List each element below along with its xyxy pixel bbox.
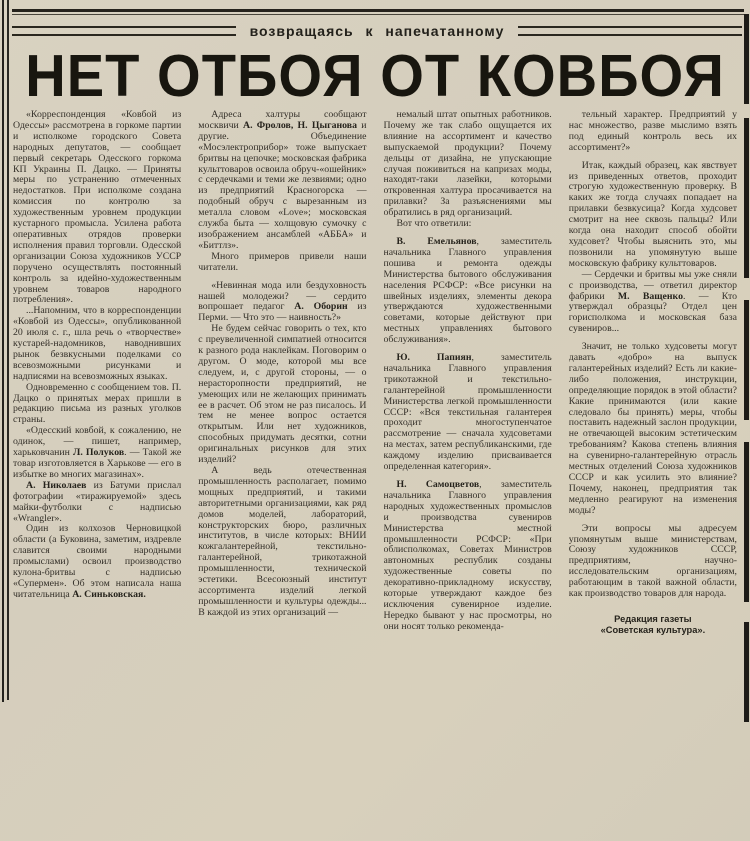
text-run: Итак, каждый образец, как явствует из приведенных ответов, проходит строгую художественную проверку. В каких же тогда случаях попадает на прилавки безвкусица? Когда худсовет смотрит на нее сквозь пальцы? Или когда она находит способ обойти худсовет? Чтобы выяснить это, мы позвонили на упомянутую выше московскую фабрику культтоваров. [568,159,737,269]
text-run: . — Такой же товар изготовляется в Харькове — его в избытке во многих магазинах». [13,447,182,480]
text-run: немалый штат опытных работников. Почему же так слабо ощущается их влияние на ассортимент и качество выпускаемой продукции? Почему дельцы от дизайна, не упускающие случая поживиться на капризах моды, находят-таки лазейки, которыми откровенная халтура просачивается на прилавки? За разъяснениями мы обратились в ряд организаций. [383,110,552,219]
text-run: и другие. Объединение «Мосэлектроприбор» тоже выпускает бритвы на цепочке; московская фабрика культтоваров освоила обруч-«ошейник» с сердечками и теми же лезвиями; одно из предприятий Красногорска — подобный обруч с вырезанным из металла словом «Love»; московская служба быта — холщовую сумочку с изображением ансамблей «АББА» и «Биттлз». [198,119,367,251]
article-paragraph [13,524,181,600]
article-paragraph [13,110,181,306]
text-run: . — Кто утверждал образцы? Отдел цен горисполкома и московская база сувениров... [568,290,737,335]
article-paragraph [13,481,181,525]
text-run: «Корреспонденция «Ковбой из Одессы» рассмотрена в горкоме партии и исполкоме городского Совета народных депутатов, — сообщает первый секретарь Одесского горкома КП Украины П. Дацко. — Приняты меры по устранению отмеченных недостатков. При исполкоме создана комиссия по контролю за художественным уровнем продукции кустарного промысла. Усилена работа оперативных отрядов проверки исполнения правил торговли. Одесской организации Союза художников УССР поручено осуществлять постоянный контроль за идейно-художественным уровнем товаров народного потребления». [13,110,182,306]
top-horizontal-rule [12,9,744,12]
text-run: «Невинная мода или бездуховность нашей молодежи? — сердито вопрошает педагог [198,279,367,313]
article-paragraph [13,383,181,427]
text-run: из Перми. — Что это — наивность?» [198,301,367,324]
article-column-2 [198,110,366,837]
article-column-1 [13,110,181,837]
person-name-bold: М. Ващенко [617,290,683,302]
article-paragraph [384,480,552,633]
page-right-edge-mark [744,442,749,602]
text-run: «Одесский ковбой, к сожалению, не одинок, — пишет, например, харьковчанин [13,425,182,459]
article-paragraph [198,252,366,274]
top-horizontal-rule-thin [12,14,744,15]
person-name-bold: Л. Полуков [73,447,125,459]
text-run: Значит, не только худсоветы могут давать «добро» на выпуск галантерейных изделий? Есть ли какие-либо положения, инструкции, определяющие порядок в этой области? Какие принимаются (или какие следовало бы принять) меры, чтобы поставить надежный заслон продукции, не отвечающей высоким эстетическим требованиям? Какова степень влияния на сувенирно-галантерейную отрасль местных отделений Союза художников СССР и как усилить это влияние? Почему, наконец, предприятия так медленно реагируют на изменения моды? [568,341,737,516]
text-run: из Батуми прислал фотографии «тиражируемой» здесь майки-футболки с надписью «Wrangler». [13,479,182,524]
text-run: , заместитель начальника Главного управления пошива и ремонта одежды Министерства бытового обслуживания населения РСФСР: «Все рисунки на швейных изделиях, элементы декора утверждаются художественными советами, которые действуют при местных управлениях бытового обслуживания». [383,235,552,346]
ribbon-right-rule [518,26,742,36]
text-run: Не будем сейчас говорить о тех, кто с преувеличенной симпатией относится к разного рода наклейкам. Поговорим о другом. О моде, которой мы все следуем, и, с другой стороны, — о нерасторопности предприятий, не умеющих или не желающих принимать ее в расчет. Об этом не раз писалось. И тем не менее вопрос остается открытым. Или нет художников, способных придумать десятки, сотни оригинальных рисунков для этих изделий? [198,323,367,466]
text-run: тельный характер. Предприятий у нас множество, разве мыслимо взять под единый контроль весь их ассортимент?» [568,110,737,153]
text-run: Адреса халтуры сообщают москвичи [198,110,367,131]
ribbon-label: возвращаясь к напечатанному [249,23,505,39]
article-paragraph [569,110,737,154]
person-name-bold: Н. Самоцветов [396,479,480,490]
person-name-bold: А. Оборин [294,301,348,313]
page-right-edge-mark [744,300,749,420]
article-paragraph [569,161,737,270]
article-paragraph [13,306,181,382]
article-paragraph [13,426,181,481]
person-name-bold: Ю. Папиян [396,352,472,364]
article-paragraph [198,324,366,466]
text-run: Эти вопросы мы адресуем упомянутым выше министерствам, Союзу художников СССР, предприятиям, научно-исследовательским организациям, работающим в такой важной области, как производство товаров для народа. [568,522,737,600]
article-paragraph [198,281,366,325]
article-paragraph [569,270,737,335]
article-paragraph [198,466,366,619]
person-name-bold: А. Николаев [26,479,87,491]
text-run: ...Напомним, что в корреспонденции «Ковбой из Одессы», опубликованной 20 июля с. г., шла речь о «творчестве» кустарей-надомников, наводнивших рынок безвкусными поделками со всевозможными рисунками и надписями на всевозможных языках. [13,305,182,382]
text-run: , заместитель начальника Главного управления трикотажной и текстильно-галантерейной промышленности Министерства легкой промышленности СССР: «Вся текстильная галантерея проходит многоступенчатое рассмотрение — сначала худсоветами на местах, затем республиканскими, где каждому изделию присваивается определенная категория». [383,352,552,473]
text-run: А ведь отечественная промышленность располагает, помимо мощных предприятий, и такими авторитетными организациями, как ряд домов моделей, лабораторий, конструкторских бюро, различных институтов, в числе которых: ВНИИ кожгалантерейной, текстильно-галантерейной, трикотажной промышленности, технической эстетики. Всесоюзный институт ассортимента изделий легкой промышленности и культуры одежды... В каждой из этих организаций — [198,465,367,618]
article-signature [569,614,737,625]
article-column-4 [569,110,737,837]
article-paragraph [198,110,366,252]
article-paragraph [384,237,552,346]
page-right-edge-mark [744,622,749,722]
person-name-bold: В. Емельянов [396,235,477,247]
text-run: — Сердечки и бритвы мы уже сняли с производства, — ответил директор фабрики [568,268,737,302]
text-run: Вот что ответили: [396,218,472,230]
article-headline: НЕТ ОТБОЯ ОТ КОВБОЯ [25,42,725,109]
article-signature [569,625,737,636]
article-body [13,110,737,837]
text-run: Много примеров привели наши читатели. [198,250,367,273]
article-column-3 [384,110,552,837]
person-name-bold: А. Фролов, Н. Цыганова [243,119,357,131]
section-ribbon [12,22,742,40]
ribbon-left-rule [12,26,236,36]
person-name-bold: «Советская культура». [600,624,706,635]
article-paragraph [569,342,737,517]
article-paragraph [384,353,552,473]
article-paragraph [384,110,552,219]
person-name-bold: А. Синьковская. [72,588,146,600]
person-name-bold: Редакция газеты [614,613,692,624]
page-right-edge-mark [744,118,749,278]
text-run: Один из колхозов Черновицкой области (а Буковина, заметим, издревле славится своими народными промыслами) освоил производство кулона-бритвы с надписью «Супермен». Об этом написала наша читательница [13,523,182,600]
text-run: Одновременно с сообщением тов. П. Дацко о принятых мерах пришли в редакцию письма из разных уголков страны. [13,381,182,426]
text-run: , заместитель начальника Главного управления народных художественных промыслов и производства сувениров Министерства местной промышленности РСФСР: «При облисполкомах, Советах Министров автономных республик созданы художественные советы по декоративно-прикладному искусству, которые утверждают каждое без исключения сувенирное изделие. Нередко бывают у нас просмотры, но они носят только рекоменда- [383,479,552,632]
article-paragraph [384,219,552,230]
article-paragraph [569,524,737,600]
